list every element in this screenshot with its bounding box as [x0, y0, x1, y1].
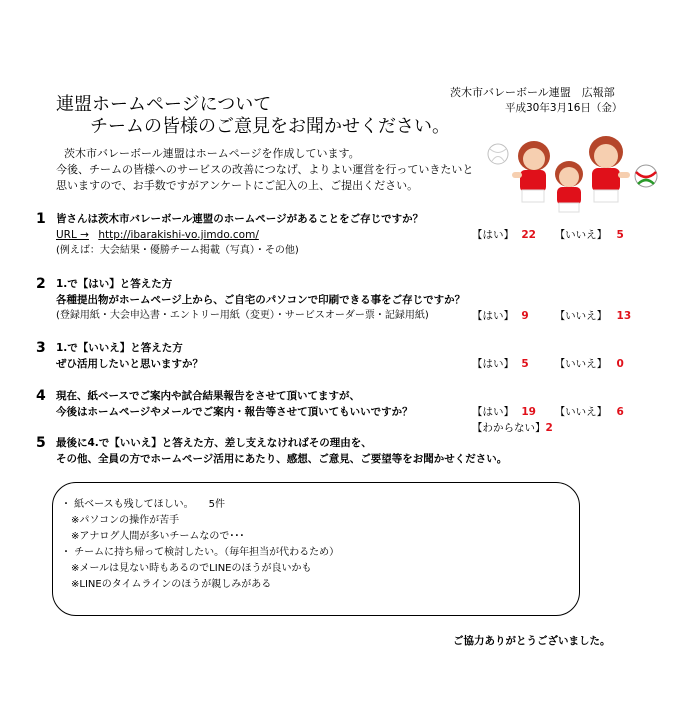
question-4-answers — [472, 404, 624, 420]
unknown-label: 【わからない】 — [472, 422, 546, 434]
no-label: 【いいえ】 — [554, 358, 608, 370]
question-4-line-1: 現在、紙ベースでご案内や試合結果報告をさせて頂いてますが、 — [56, 390, 360, 402]
homepage-url-link[interactable]: http://ibarakishi-vo.jimdo.com/ — [98, 229, 259, 241]
no-label: 【いいえ】 — [554, 229, 608, 241]
intro-line-1: 茨木市バレーボール連盟はホームページを作成しています。 — [64, 147, 360, 160]
yes-label: 【はい】 — [472, 358, 514, 370]
question-2-number: 2 — [36, 276, 46, 292]
url-prefix: URL → — [56, 229, 89, 241]
title-line-2: チームの皆様のご意見をお聞かせください。 — [90, 116, 450, 137]
yes-count: 19 — [521, 406, 536, 418]
player-left — [512, 141, 550, 202]
question-3-number: 3 — [36, 340, 46, 356]
question-1-number: 1 — [36, 211, 46, 227]
player-right — [589, 136, 630, 202]
question-1-text: 皆さんは茨木市バレーボール連盟のホームページがあることをご存じですか？ — [56, 213, 424, 225]
question-1-url-row — [56, 227, 259, 243]
yes-label: 【はい】 — [472, 229, 514, 241]
question-3-answers — [472, 356, 624, 372]
no-count: 6 — [616, 406, 624, 418]
volleyball-players-illustration — [484, 132, 662, 214]
comment-line-6: ※LINEのタイムラインのほうが親しみがある — [71, 579, 272, 590]
no-label: 【いいえ】 — [554, 310, 608, 322]
yes-count: 5 — [521, 358, 529, 370]
question-3-text: ぜひ活用したいと思いますか？ — [56, 358, 203, 370]
comment-line-3: ※アナログ人間が多いチームなので･･･ — [71, 531, 245, 542]
no-label: 【いいえ】 — [554, 406, 608, 418]
question-4-line-2: 今後はホームページやメールでご案内・報告等させて頂いてもいいですか？ — [56, 406, 413, 418]
ball-right-icon — [635, 165, 657, 187]
question-4-unknown-answer — [472, 420, 553, 436]
yes-count: 9 — [521, 310, 529, 322]
question-2-text: 各種提出物がホームページ上から、ご自宅のパソコンで印刷できる事をご存じですか？ — [56, 294, 466, 306]
title-line-1: 連盟ホームページについて — [56, 94, 272, 115]
unknown-count: 2 — [545, 422, 553, 434]
player-middle — [555, 161, 583, 212]
question-3-condition: 1.で【いいえ】と答えた方 — [56, 342, 183, 354]
intro-line-2: 今後、チームの皆様へのサービスの改善につなげ、よりよい運営を行っていきたいと — [56, 163, 474, 176]
intro-line-3: 思いますので、お手数ですがアンケートにご記入の上、ご提出ください。 — [56, 179, 419, 192]
question-1-note: (例えば：大会結果・優勝チーム掲載（写真）・その他) — [56, 245, 299, 256]
organization-name: 茨木市バレーボール連盟 広報部 — [450, 86, 615, 99]
comment-line-2: ※パソコンの操作が苦手 — [71, 515, 180, 526]
question-2-answers — [472, 308, 631, 324]
question-2-condition: 1.で【はい】と答えた方 — [56, 278, 173, 290]
thanks-message: ご協力ありがとうございました。 — [453, 635, 611, 647]
question-2-note: (登録用紙・大会申込書・エントリー用紙（変更）・サービスオーダー票・記録用紙) — [56, 310, 429, 321]
question-5-line-1: 最後に4.で【いいえ】と答えた方、差し支えなければその理由を、 — [56, 437, 372, 449]
comments-box — [52, 482, 580, 616]
ball-left-icon — [488, 144, 508, 164]
question-5-number: 5 — [36, 435, 46, 451]
survey-date: 平成30年3月16日（金） — [505, 102, 623, 114]
question-4-number: 4 — [36, 388, 46, 404]
yes-label: 【はい】 — [472, 406, 514, 418]
comment-line-4: ・ チームに持ち帰って検討したい。（毎年担当が代わるため） — [61, 547, 340, 558]
comment-line-1: ・ 紙ベースも残してほしい。 5件 — [61, 499, 226, 510]
yes-label: 【はい】 — [472, 310, 514, 322]
no-count: 0 — [616, 358, 624, 370]
question-1-answers — [472, 227, 624, 243]
question-5-line-2: その他、全員の方でホームページ活用にあたり、感想、ご意見、ご要望等をお聞かせください。 — [56, 453, 508, 465]
no-count: 5 — [616, 229, 624, 241]
no-count: 13 — [616, 310, 632, 322]
comment-line-5: ※メールは見ない時もあるのでLINEのほうが良いかも — [71, 563, 312, 574]
yes-count: 22 — [521, 229, 536, 241]
